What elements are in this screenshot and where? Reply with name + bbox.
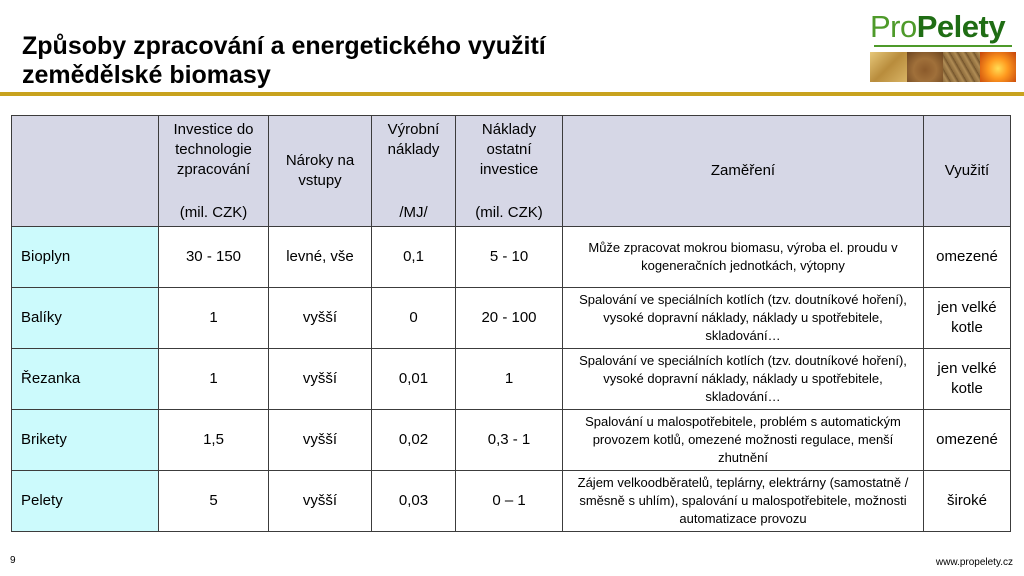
- table-row: [12, 288, 1011, 349]
- header-vyrobni-unit: /MJ/: [399, 203, 428, 221]
- row-name: Balíky: [12, 288, 159, 349]
- header-naklady: [456, 116, 563, 227]
- title-line-2: zemědělské biomasy: [22, 61, 271, 89]
- slide-title: [22, 32, 782, 90]
- cell-investice: 30 - 150: [159, 227, 269, 288]
- header-naklady-unit: (mil. CZK): [475, 203, 543, 221]
- cell-vyrobni: 0: [372, 288, 456, 349]
- cell-naklady: 1: [456, 349, 563, 410]
- cell-naroky: levné, vše: [269, 227, 372, 288]
- logo-underline: [874, 45, 1012, 47]
- row-name: Řezanka: [12, 349, 159, 410]
- cell-vyuziti: široké: [924, 471, 1011, 532]
- table-row: [12, 349, 1011, 410]
- propelety-logo: [870, 8, 1016, 82]
- logo-pro-text: Pro: [870, 9, 917, 44]
- biomass-table: [11, 115, 1011, 532]
- cell-naklady: 20 - 100: [456, 288, 563, 349]
- cell-zamereni: Spalování u malospotřebitele, problém s automatickým provozem kotlů, omezené možnosti regulace, menší zhutnění: [563, 410, 924, 471]
- pellets-photo: [943, 52, 980, 82]
- header-vyuziti: Využití: [924, 116, 1011, 227]
- title-line-1: Způsoby zpracování a energetického využití: [22, 32, 546, 60]
- header-investice: [159, 116, 269, 227]
- cell-naklady: 0,3 - 1: [456, 410, 563, 471]
- header-vyrobni: [372, 116, 456, 227]
- cell-zamereni: Zájem velkoodběratelů, teplárny, elektrárny (samostatně / směsně s uhlím), spalování u malospotřebitele, možnosti automatizace provozu: [563, 471, 924, 532]
- wood-photo: [907, 52, 944, 82]
- cell-vyrobni: 0,03: [372, 471, 456, 532]
- cell-naklady: 5 - 10: [456, 227, 563, 288]
- cell-naroky: vyšší: [269, 471, 372, 532]
- cell-vyrobni: 0,1: [372, 227, 456, 288]
- header-vyrobni-text: Výrobní náklady: [387, 120, 440, 158]
- logo-wordmark: [870, 8, 1016, 46]
- header-naroky: Nároky na vstupy: [269, 116, 372, 227]
- cell-investice: 1: [159, 288, 269, 349]
- cell-vyrobni: 0,02: [372, 410, 456, 471]
- cell-vyuziti: jen velké kotle: [924, 288, 1011, 349]
- cell-investice: 1,5: [159, 410, 269, 471]
- website-url: www.propelety.cz: [935, 557, 1013, 568]
- cell-zamereni: Spalování ve speciálních kotlích (tzv. doutníkové hoření), vysoké dopravní náklady, náklady u spotřebitele, skladování…: [563, 288, 924, 349]
- logo-pelety-text: Pelety: [916, 9, 1006, 44]
- cell-vyuziti: omezené: [924, 227, 1011, 288]
- cell-naklady: 0 – 1: [456, 471, 563, 532]
- cell-investice: 1: [159, 349, 269, 410]
- header-investice-unit: (mil. CZK): [179, 203, 248, 221]
- header-empty: [12, 116, 159, 227]
- cell-naroky: vyšší: [269, 288, 372, 349]
- row-name: Bioplyn: [12, 227, 159, 288]
- title-divider: [0, 92, 1024, 96]
- row-name: Brikety: [12, 410, 159, 471]
- cell-zamereni: Může zpracovat mokrou biomasu, výroba el. proudu v kogeneračních jednotkách, výtopny: [563, 227, 924, 288]
- header-row: [12, 116, 1011, 227]
- fire-photo: [980, 52, 1017, 82]
- header-investice-text: Investice do technologie zpracování: [173, 120, 254, 178]
- table-row: [12, 410, 1011, 471]
- logo-photo-strip: [870, 52, 1016, 82]
- header-naklady-text: Náklady ostatní investice: [479, 120, 539, 178]
- header-zamereni: Zaměření: [563, 116, 924, 227]
- cell-investice: 5: [159, 471, 269, 532]
- cell-naroky: vyšší: [269, 410, 372, 471]
- table-row: [12, 227, 1011, 288]
- page-number: 9: [10, 555, 16, 566]
- row-name: Pelety: [12, 471, 159, 532]
- cell-vyrobni: 0,01: [372, 349, 456, 410]
- cell-naroky: vyšší: [269, 349, 372, 410]
- cell-vyuziti: omezené: [924, 410, 1011, 471]
- table-row: [12, 471, 1011, 532]
- cell-vyuziti: jen velké kotle: [924, 349, 1011, 410]
- cell-zamereni: Spalování ve speciálních kotlích (tzv. doutníkové hoření), vysoké dopravní náklady, náklady u spotřebitele, skladování…: [563, 349, 924, 410]
- straw-bale-photo: [870, 52, 907, 82]
